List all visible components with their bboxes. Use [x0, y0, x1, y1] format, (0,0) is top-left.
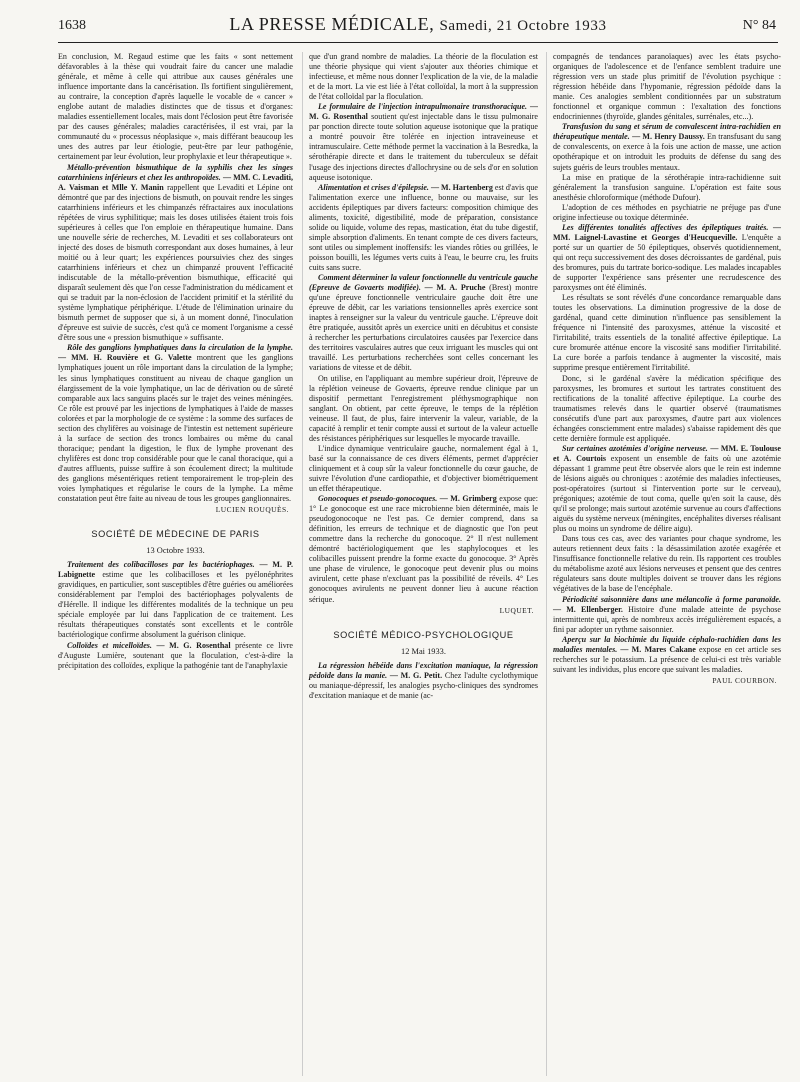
- body-paragraph: [553, 203, 781, 223]
- paragraph-text: La mise en pratique de la sérothérapie intra-rachidienne suit généralement la transfusion sanguine. L'opération est faite sous anesthésie chloroformique (méthode Dufour).: [553, 172, 781, 202]
- paragraph-text: est d'avis que l'alimentation exerce une influence, bonne ou mauvaise, sur les accidents épileptiques par divers facteurs: composition chimique des aliments, toxicité, digestibilité, mode de préparation, consistance solide ou liquide, volume des repas, mastication, état du tube digestif, simple absorption d'aliments. En tenant compte de ces divers facteurs, sont utiles ou simplement inoffensifs: les viandes rôties ou grillées, le poisson bouilli, les légumes verts cuits à l'eau, le beurre cru, les fruits cuits sans sucre.: [309, 182, 538, 272]
- body-paragraph: [553, 52, 781, 122]
- report-signature: LUQUET.: [499, 605, 534, 615]
- paragraph-text: montrent que les ganglions lymphatiques jouent un rôle important dans la circulation de la lymphe; les sinus lymphatiques constituent au niveau de chaque ganglion un élargissement de la voie lymphatique, un lac de dérivation ou de sûreté comparable aux lacs sanguins placés sur le trajet des veines méningées. Ce rôle est prouvé par les injections de lymphatiques à l'aide de masses colorées et par la morphologie de ce système : la somme des surfaces de section des chylifères au voisinage de l'intestin est nettement supérieure à la surface de section des troncs lombaires ou même du canal thoracique; pendant la digestion, le flux de lymphe provenant des chylifères est donc trop considérable pour que le canal thoracique, qui a d'autres affluents, puisse suffire à son écoulement direct; la multitude des ganglions mésentériques retient temporairement le trop-plein des voies lymphatiques et régularise le cours de la lymphe. La même constatation peut être faite au niveau de tous les groupes ganglionnaires.: [58, 353, 293, 504]
- communication-paragraph: [553, 444, 781, 534]
- communication-paragraph: [309, 102, 538, 182]
- paragraph-text: soutient qu'est injectable dans le tissu pulmonaire par ponction directe toute solution aqueuse isotonique que la pratique a montré pouvoir être tolérée en injection intraveineuse et intramusculaire. Cette méthode permet la vaccination à la Besredka, la sérothérapie directe et dans le traitement du tuberculeux se défait l'usage des injections directes d'allochrysine ou de sels d'or en solution aqueuse isotonique.: [309, 112, 538, 182]
- communication-paragraph: [58, 560, 293, 640]
- communication-title: Métallo-prévention bismuthique de la syphilis chez les singes catarrhiniens inférieurs et chez les anthropoïdes.: [58, 162, 293, 182]
- communication-paragraph: [553, 223, 781, 293]
- report-signature: PAUL COURBON.: [712, 675, 777, 685]
- communication-authors: — M. Henry Daussy.: [632, 132, 705, 142]
- paragraph-text: L'indice dynamique ventriculaire gauche, normalement égal à 1, basé sur la connaissance de ces divers éléments, permet d'apprécier cliniquement et à coup sûr la valeur fonctionnelle du cœur gauche, de suivre l'évolution d'une cardiopathie, et d'objectiver biométriquement un effet thérapeutique.: [309, 443, 538, 494]
- communication-paragraph: [553, 595, 781, 635]
- communication-paragraph: [309, 183, 538, 273]
- communication-title: Colloïdes et micelloïdes.: [67, 640, 152, 650]
- body-paragraph: [309, 444, 538, 494]
- society-heading: SOCIÉTÉ MÉDICO-PSYCHOLOGIQUE: [333, 629, 514, 640]
- communication-paragraph: [58, 641, 293, 671]
- column-2: [302, 52, 538, 1076]
- communication-authors: — MM. C. Levaditi, A. Vaisman et Mlle Y. Manin: [58, 172, 293, 192]
- communication-authors: — M. G. Rosenthal: [156, 640, 231, 650]
- communication-authors: — M. Grimberg: [439, 494, 497, 504]
- paragraph-text: Histoire d'une malade atteinte de psychose intermittente qui, après de nombreux accès irrégulièrement espacés, a fini par adopter un rythme saisonnier.: [553, 604, 781, 634]
- body-paragraph: [309, 52, 538, 102]
- communication-title: Gonocoques et pseudo-gonocoques.: [318, 494, 438, 504]
- session-date: 13 Octobre 1933.: [146, 546, 205, 556]
- paragraph-text: expose que: 1° Le gonocoque est une race microbienne bien déterminée, mais le pseudogonocoque ne l'est pas. Ce dernier comprend, dans sa définition, les erreurs de technique et de diagnostic que l'on peut commettre dans la recherche du gonocoque. 2° Il n'est nullement démontré bactériologiquement que les staphylocoques et les colibacilles puissent prendre la forme exacte du gonocoque. 3° Après une phase de virulence, le gonocoque peut devenir plus ou moins avirulent, cette phase n'excluant pas la possibilité de réveils. 4° Les gonocoques avirulents ne peuvent donner lieu à aucune réaction sérique.: [309, 494, 538, 604]
- communication-title: Alimentation et crises d'épilepsie.: [318, 182, 429, 192]
- column-1: [58, 52, 293, 1076]
- paragraph-text: Les résultats se sont révélés d'une concordance remarquable dans toutes les observations. La diminution progressive de la dose de gardénal, quand cette diminution n'influence pas sensiblement la fréquence ni l'intensité des paroxysmes, atténue la viscosité et l'irritabilité, traits essentiels de la tonalité affective épileptique. La cure bromurée atténue encore la viscosité sans modifier l'irritabilité. La cure borée a parfois tendance à augmenter la viscosité, mais supprime presque entièrement l'irritabilité.: [553, 293, 781, 373]
- communication-authors: — M. G. Petit.: [389, 670, 443, 680]
- communication-title: Sur certaines azotémies d'origine nerveuse.: [562, 443, 708, 453]
- paragraph-text: exposent un ensemble de faits où une azotémie dépassant 1 gramme peut être observée alors que le rein est indemne de lésions aiguës ou chroniques : azotémie des maladies infectieuses, post-opératoires (surtout si l'intervention porte sur le cerveau), prégoniques; azotémie de tout coma, quelle qu'en soit la cause, dès qu'il se prolonge; mais surtout azotémie survenue au cours d'affections aiguës du système nerveux (méningites, encéphalites diverses réalisant plus ou moins un syndrome de délire aigu).: [553, 453, 781, 534]
- masthead: [58, 14, 778, 35]
- society-heading: SOCIÉTÉ DE MÉDECINE DE PARIS: [91, 529, 260, 540]
- paragraph-text: présente ce livre d'Auguste Lumière, soutenant que la floculation, c'est-à-dire la précipitation des colloïdes, explique la pathogénie tant de l'anaphylaxie: [58, 640, 293, 670]
- body-paragraph: [58, 52, 293, 163]
- paragraph-text: En transfusant du sang de convalescents, on exerce à la fois une action de masse, une action opothérapique et on introduit les produits de défense du sang des sujets guéris de leurs troubles mentaux.: [553, 132, 781, 172]
- page-header: [58, 14, 778, 43]
- session-date: 12 Mai 1933.: [401, 646, 446, 656]
- communication-title: Les différentes tonalités affectives des épileptiques traités.: [562, 222, 769, 232]
- paragraph-text: En conclusion, M. Regaud estime que les faits « sont nettement défavorables à la thèse qui voudrait faire du cancer une maladie générale, et même à celle qui attribue aux causes générales une influence importante dans la cancérisation. Ils fortifient singulièrement, au contraire, la conception d'après laquelle le vocable de « cancer » englobe autant de maladies distinctes que de tissus et d'organes: maladies essentiellement locales, mais dont l'éclosion peut être favorisée par des causes générales; maladies caractérisées, il est vrai, par la communauté du « processus néoplasique », mais différant beaucoup les unes des autres par leur étiologie, peut-être par leur pathogénie, certainement par leur évolution, leur prophylaxie et leur thérapeutique ».: [58, 52, 293, 162]
- journal-title: LA PRESSE MÉDICALE,: [229, 14, 435, 34]
- body-paragraph: [553, 173, 781, 203]
- communication-title: Transfusion du sang et sérum de convalescent intra-rachidien en thérapeutique mentale.: [553, 122, 781, 142]
- communication-title: Aperçu sur la biochimie du liquide céphalo-rachidien dans les maladies mentales.: [553, 634, 781, 654]
- issue-number: N° 84: [742, 18, 776, 33]
- communication-authors: — M. Mares Cakane: [620, 644, 696, 654]
- communication-authors: — M. P. Labignette: [58, 560, 293, 580]
- communication-authors: — M. Hartenberg: [430, 182, 493, 192]
- body-paragraph: [309, 374, 538, 444]
- issue-date: Samedi, 21 Octobre 1933: [439, 18, 607, 34]
- communication-title: La régression hébéide dans l'excitation maniaque, la régression pédoïde dans la manie.: [309, 660, 538, 680]
- communication-authors: — M. G. Rosenthal: [309, 102, 538, 122]
- communication-paragraph: [309, 494, 538, 605]
- communication-title: Traitement des colibacilloses par les bactériophages.: [67, 560, 255, 570]
- paragraph-text: (Brest) montre qu'une épreuve fonctionnelle ventriculaire gauche doit être une épreuve de débit, car les variations tensionnelles après exercice sont inaptes à renseigner sur la valeur du ventricule gauche. L'épreuve doit être pratiquée, aussitôt après un exercice uniti en décubitus et consiste à rechercher les perturbations circulatoires causées par l'exercice dans des territoires vasculaires autres que ceux irriguant les muscles qui ont travaillé. Les perturbations recherchées sont celles concernant les variations de vitesse et de débit.: [309, 283, 538, 373]
- communication-paragraph: [553, 122, 781, 172]
- paragraph-text: Donc, si le gardénal s'avère la médication spécifique des paroxysmes, les bromures et surtout les tartrates constituent des rectifications de la tonalité affective épileptique. La courbe des traumatismes relevés dans le quartier observé (traumatismes consécutifs d'une part aux paroxysmes, d'autre part aux violences échangées consciemment entre malades) s'abaisse rapidement dès que cette dernière formule est appliquée.: [553, 373, 781, 443]
- paragraph-text: L'enquête a porté sur un quartier de 50 épileptiques, observés quotidiennement, qui ont reçu successivement des doses décroissantes de gardénal, puis des bromures, puis du tartrate borico-sodique. Les malades incapables de supporter l'expérience sans présenter une recrudescence des paroxysmes ont été éliminés.: [553, 232, 781, 293]
- report-signature: LUCIEN ROUQUÈS.: [215, 505, 289, 515]
- communication-paragraph: [309, 273, 538, 373]
- paragraph-text: que d'un grand nombre de maladies. La théorie de la floculation est une théorie physique qui vient s'ajouter aux théories chimique et infectieuse, et même nous donner l'explication de la vie, de la maladie et de la mort. La vie est liée à l'état colloïdal, la mort à la suppression de l'état colloïdal par la floculation.: [309, 52, 538, 102]
- paragraph-text: Dans tous ces cas, avec des variantes pour chaque syndrome, les auteurs retiennent deux faits : la désassimilation azotée exagérée et l'insuffisance fonctionnelle relative du rein. Ils rapportent ces troubles du métabolisme azoté aux lésions nerveuses et pensent que des centres régulateurs sans doute multiples doivent se trouver dans les régions végétatives de la base de l'encéphale.: [553, 534, 781, 594]
- body-paragraph: [553, 374, 781, 444]
- communication-title: Rôle des ganglions lymphatiques dans la circulation de la lymphe.: [67, 343, 293, 353]
- body-paragraph: [553, 293, 781, 373]
- communication-title: Le formulaire de l'injection intrapulmonaire transthoracique.: [318, 102, 528, 112]
- communication-paragraph: [58, 343, 293, 504]
- paragraph-text: compagnés de tendances paranoïaques) avec les états psycho-organiques de l'adolescence et de l'enfance semblent traduire une régression vers un stade plus primitif de l'évolution psychique : régression hébéide dans l'hypomanie, régression pédoïde dans la manie. Ces analogies semblent conditionnées par un substratum fonctionnel et organique commun : l'exaltation des fonctions endocriniennes (thyroïde, glandes génitales, surrénales, etc...).: [553, 52, 781, 122]
- paragraph-text: L'adoption de ces méthodes en psychiatrie ne préjuge pas d'une origine infectieuse ou toxique déterminée.: [553, 202, 781, 222]
- communication-authors: — M. A. Pruche: [424, 283, 486, 293]
- communication-authors: — MM. E. Toulouse et A. Courtois: [553, 443, 781, 463]
- page-number: 1638: [58, 18, 86, 33]
- paragraph-text: estime que les colibacilloses et les pyélonéphrites gravidiques, en particulier, sont susceptibles d'être guéries ou améliorées considérablement par l'emploi des bactériophages polyvalents de d'Hérelle. Il indique les différentes modalités de la technique un peu spéciale employée par lui dans l'application de ce traitement. Les résultats thérapeutiques constatés sont excellents et le contrôle bactériologique confirme absolument la guérison clinique.: [58, 570, 293, 640]
- body-paragraph: [553, 534, 781, 594]
- communication-authors: — M. Ellenberger.: [553, 604, 623, 614]
- paragraph-text: Chez l'adulte cyclothymique ou maniaque-dépressif, les analogies psycho-cliniques des syndromes d'excitation maniaque et de manie (ac-: [309, 670, 538, 700]
- communication-title: Périodicité saisonnière dans une mélancolie à forme paranoïde.: [562, 594, 781, 604]
- communication-paragraph: [553, 635, 781, 675]
- column-3: [546, 52, 781, 1076]
- communication-paragraph: [309, 661, 538, 701]
- communication-authors: — MM. H. Rouvière et G. Valette: [58, 353, 192, 363]
- article-columns: [58, 52, 780, 1076]
- paragraph-text: rappellent que Levaditi et Lépine ont démontré que par des injections de bismuth, on pouvait rendre les singes catarrhiniens inférieurs et les chimpanzés réfractaires aux inoculations répétées de virus syphilitique; mais les doses utilisées étaient trois fois supérieures à celles que l'on emploie en thérapeutique humaine. Dans une nouvelle série de recherches, M. Levaditi et ses collaborateurs ont injecté des doses de bismuth correspondant aux doses humaines, à leur moitié ou à leur quart; les expériences poursuivies chez des singes catarrhiniens inférieurs et chez un chimpanzé prouvent l'efficacité indiscutable de la métallo-prévention bismuthique, efficacité qui disparaît seulement dès que l'on cesse l'administration du médicament et qui se traduit par la non-éclosion de l'accident primitif et la stérilité du système lymphatique périphérique. L'étude de l'élimination urinaire du bismuth permet de supposer que si, à un moment donné, l'inoculation d'épreuve est suivie de succès, c'est qu'à ce moment l'organisme a cessé d'être sous une « pression bismuthique » suffisante.: [58, 182, 293, 343]
- paragraph-text: On utilise, en l'appliquant au membre supérieur droit, l'épreuve de la réplétion veineuse de Govaerts, épreuve rendue clinique par un dispositif permettant l'enregistrement pléthysmographique non sanglant. On obtient, par cette épreuve, le temps de la réplétion veineuse. Il faut, de plus, faire intervenir la valeur, variable, de la capacité à remplir et tenir compte aussi et surtout de la valeur actuelle des résistances périphériques sur lesquelles le myocarde travaille.: [309, 373, 538, 443]
- paragraph-text: expose en cet article ses recherches sur le potassium. La présence de celui-ci est très variable suivant les individus, plus encore que suivant les maladies.: [553, 644, 781, 674]
- communication-title: Comment déterminer la valeur fonctionnelle du ventricule gauche (Epreuve de Govaerts modifiée).: [309, 273, 538, 293]
- communication-paragraph: [58, 163, 293, 344]
- communication-authors: — MM. Laignel-Lavastine et Georges d'Heucqueville.: [553, 222, 781, 242]
